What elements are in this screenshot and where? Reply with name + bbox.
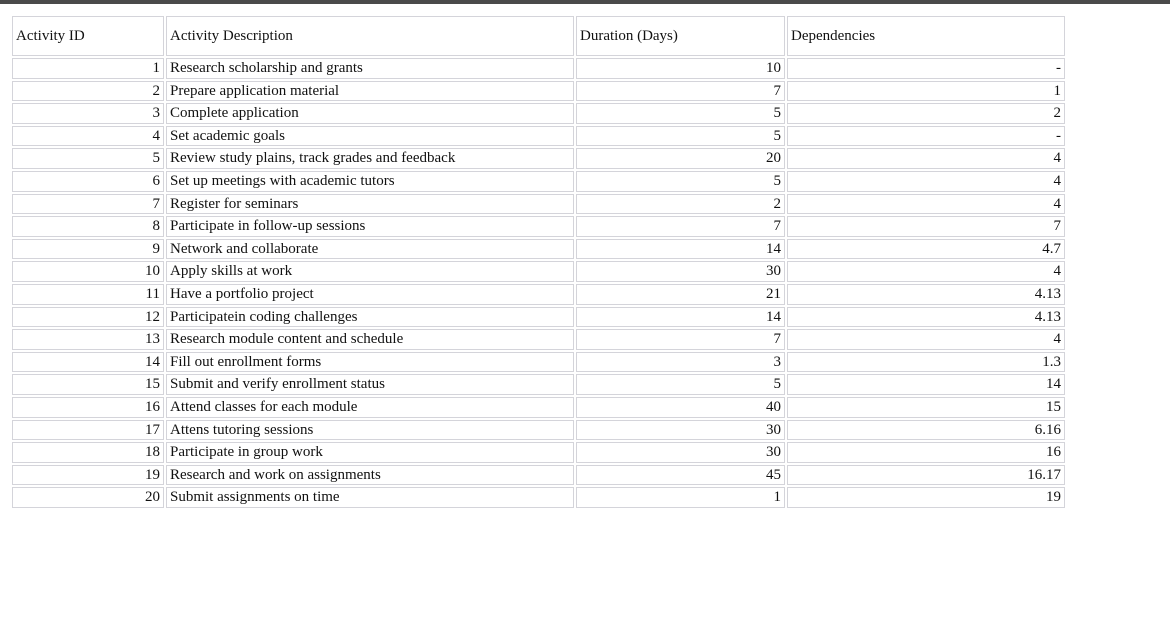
- cell-duration: 30: [576, 442, 785, 463]
- cell-duration: 5: [576, 171, 785, 192]
- cell-activity-id: 20: [12, 487, 164, 508]
- table-row: [12, 103, 1065, 124]
- cell-dependencies: 2: [787, 103, 1065, 124]
- cell-dependencies: 4: [787, 148, 1065, 169]
- table-row: [12, 329, 1065, 350]
- cell-dependencies: 14: [787, 374, 1065, 395]
- cell-activity-id: 9: [12, 239, 164, 260]
- cell-activity-id: 2: [12, 81, 164, 102]
- cell-activity-id: 11: [12, 284, 164, 305]
- cell-duration: 40: [576, 397, 785, 418]
- cell-duration: 45: [576, 465, 785, 486]
- cell-activity-description: Register for seminars: [166, 194, 574, 215]
- header-activity-id: Activity ID: [12, 16, 164, 56]
- table-row: [12, 284, 1065, 305]
- cell-duration: 10: [576, 58, 785, 79]
- cell-dependencies: 4: [787, 329, 1065, 350]
- cell-activity-id: 6: [12, 171, 164, 192]
- table-row: [12, 487, 1065, 508]
- cell-dependencies: 7: [787, 216, 1065, 237]
- cell-activity-id: 14: [12, 352, 164, 373]
- cell-dependencies: 19: [787, 487, 1065, 508]
- cell-duration: 14: [576, 307, 785, 328]
- table-row: [12, 148, 1065, 169]
- table-body: [12, 58, 1065, 508]
- table-row: [12, 465, 1065, 486]
- cell-activity-description: Research module content and schedule: [166, 329, 574, 350]
- cell-duration: 14: [576, 239, 785, 260]
- table-row: [12, 171, 1065, 192]
- cell-activity-description: Participate in follow-up sessions: [166, 216, 574, 237]
- table-row: [12, 58, 1065, 79]
- cell-dependencies: 4.13: [787, 307, 1065, 328]
- cell-duration: 3: [576, 352, 785, 373]
- cell-activity-description: Set academic goals: [166, 126, 574, 147]
- cell-activity-id: 8: [12, 216, 164, 237]
- cell-duration: 30: [576, 261, 785, 282]
- cell-duration: 20: [576, 148, 785, 169]
- activity-table: [10, 14, 1067, 510]
- cell-dependencies: 1: [787, 81, 1065, 102]
- cell-activity-id: 19: [12, 465, 164, 486]
- cell-activity-id: 4: [12, 126, 164, 147]
- table-row: [12, 81, 1065, 102]
- cell-activity-description: Complete application: [166, 103, 574, 124]
- table-row: [12, 126, 1065, 147]
- cell-dependencies: 15: [787, 397, 1065, 418]
- header-activity-description: Activity Description: [166, 16, 574, 56]
- cell-activity-id: 13: [12, 329, 164, 350]
- cell-activity-id: 10: [12, 261, 164, 282]
- cell-dependencies: 4: [787, 171, 1065, 192]
- table-row: [12, 194, 1065, 215]
- cell-activity-description: Research scholarship and grants: [166, 58, 574, 79]
- cell-duration: 7: [576, 81, 785, 102]
- cell-dependencies: 16: [787, 442, 1065, 463]
- cell-activity-description: Review study plains, track grades and feedback: [166, 148, 574, 169]
- cell-dependencies: -: [787, 126, 1065, 147]
- cell-dependencies: 4: [787, 261, 1065, 282]
- window-top-border: [0, 0, 1170, 4]
- cell-duration: 5: [576, 374, 785, 395]
- header-duration: Duration (Days): [576, 16, 785, 56]
- cell-activity-description: Fill out enrollment forms: [166, 352, 574, 373]
- cell-activity-id: 15: [12, 374, 164, 395]
- cell-activity-id: 17: [12, 420, 164, 441]
- cell-activity-description: Research and work on assignments: [166, 465, 574, 486]
- table-row: [12, 307, 1065, 328]
- cell-duration: 7: [576, 216, 785, 237]
- cell-activity-description: Prepare application material: [166, 81, 574, 102]
- cell-activity-id: 12: [12, 307, 164, 328]
- cell-activity-description: Attens tutoring sessions: [166, 420, 574, 441]
- cell-duration: 2: [576, 194, 785, 215]
- cell-activity-id: 5: [12, 148, 164, 169]
- cell-activity-description: Set up meetings with academic tutors: [166, 171, 574, 192]
- cell-dependencies: 4.7: [787, 239, 1065, 260]
- cell-activity-id: 3: [12, 103, 164, 124]
- cell-activity-description: Apply skills at work: [166, 261, 574, 282]
- table-row: [12, 397, 1065, 418]
- cell-activity-description: Participatein coding challenges: [166, 307, 574, 328]
- table-row: [12, 261, 1065, 282]
- table-row: [12, 442, 1065, 463]
- cell-activity-description: Submit assignments on time: [166, 487, 574, 508]
- cell-dependencies: -: [787, 58, 1065, 79]
- cell-duration: 21: [576, 284, 785, 305]
- cell-activity-description: Participate in group work: [166, 442, 574, 463]
- cell-activity-description: Have a portfolio project: [166, 284, 574, 305]
- cell-activity-id: 18: [12, 442, 164, 463]
- cell-activity-description: Network and collaborate: [166, 239, 574, 260]
- cell-duration: 5: [576, 103, 785, 124]
- cell-duration: 5: [576, 126, 785, 147]
- cell-duration: 30: [576, 420, 785, 441]
- cell-dependencies: 16.17: [787, 465, 1065, 486]
- table-row: [12, 420, 1065, 441]
- cell-dependencies: 4.13: [787, 284, 1065, 305]
- cell-duration: 1: [576, 487, 785, 508]
- cell-dependencies: 1.3: [787, 352, 1065, 373]
- table-row: [12, 352, 1065, 373]
- table-row: [12, 374, 1065, 395]
- cell-dependencies: 4: [787, 194, 1065, 215]
- table-row: [12, 216, 1065, 237]
- cell-activity-id: 7: [12, 194, 164, 215]
- cell-activity-id: 16: [12, 397, 164, 418]
- cell-activity-id: 1: [12, 58, 164, 79]
- cell-dependencies: 6.16: [787, 420, 1065, 441]
- header-dependencies: Dependencies: [787, 16, 1065, 56]
- table-row: [12, 239, 1065, 260]
- cell-duration: 7: [576, 329, 785, 350]
- cell-activity-description: Submit and verify enrollment status: [166, 374, 574, 395]
- cell-activity-description: Attend classes for each module: [166, 397, 574, 418]
- header-row: [12, 16, 1065, 56]
